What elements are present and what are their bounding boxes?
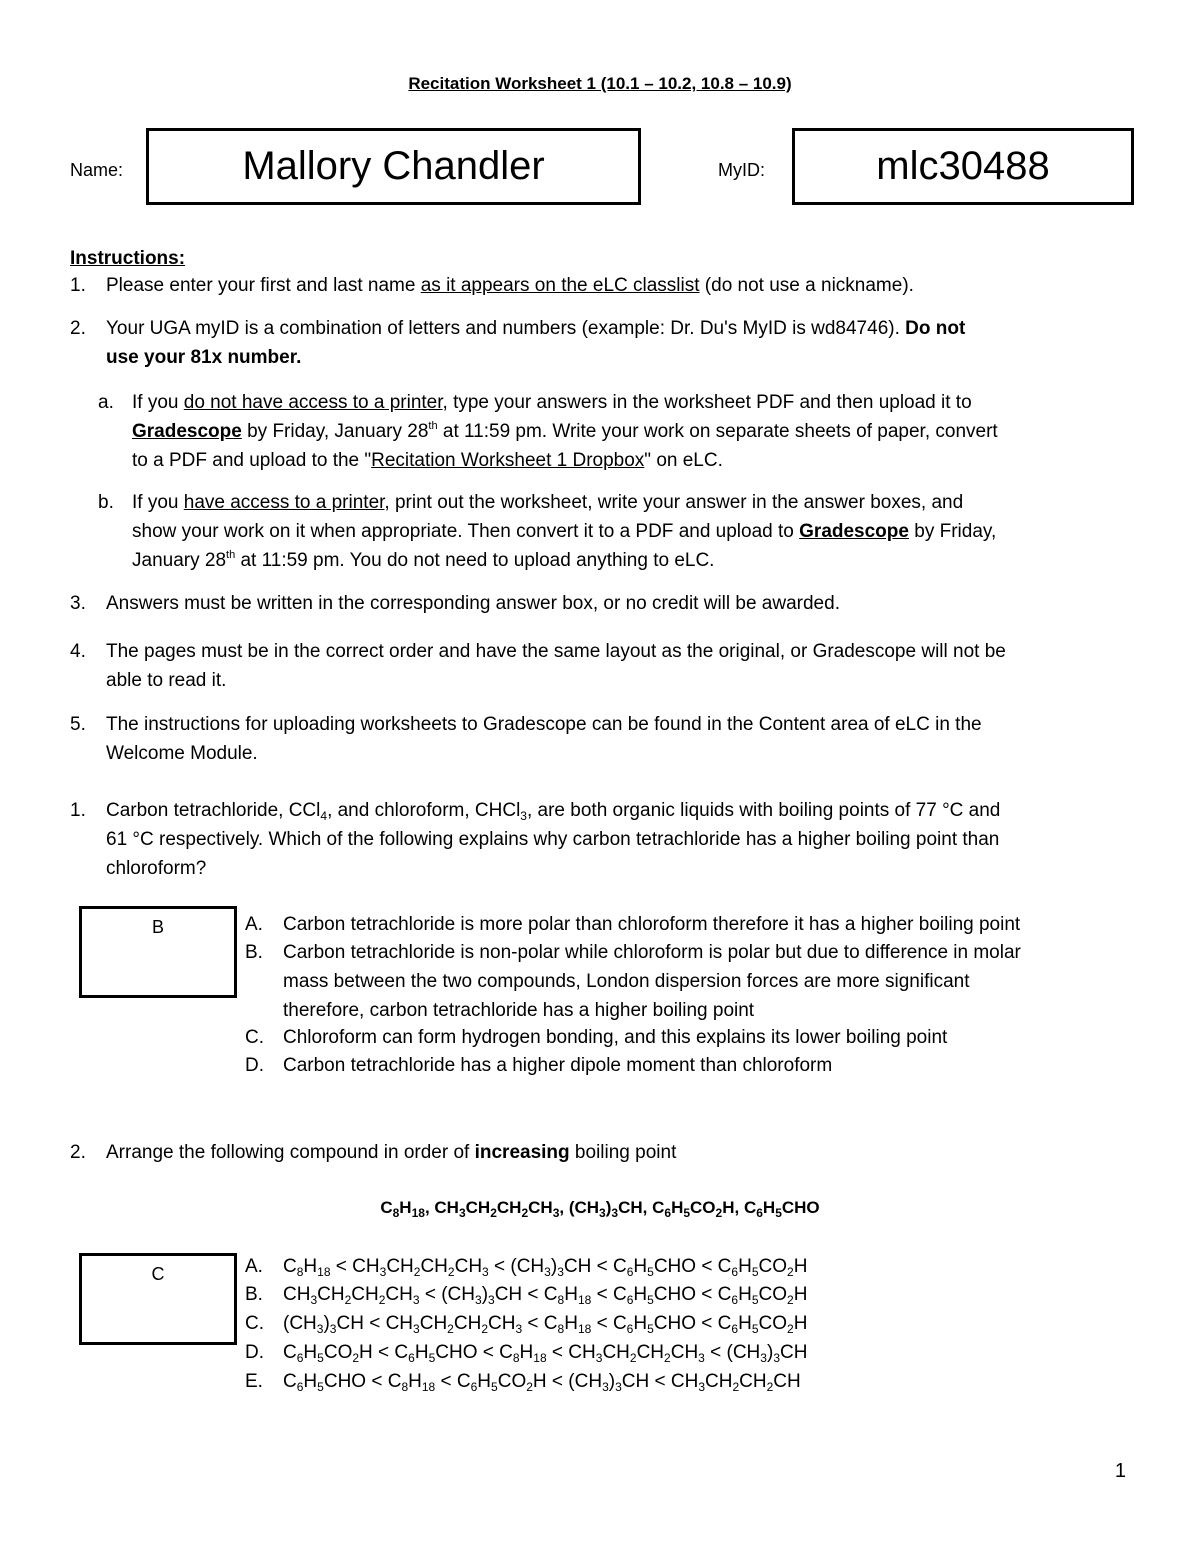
q1-answer-box[interactable]: B <box>79 906 237 998</box>
name-label: Name: <box>70 160 124 180</box>
instruction-3: 3. Answers must be written in the corresponding answer box, or no credit will be awarded. <box>70 593 840 614</box>
instruction-b: b. If you have access to a printer, print out the worksheet, write your answer in the answer boxes, and show your work on it when appropriate. Then convert it to a PDF and upload to Gradescope by Friday, January 28th at 11:59 pm. You do not need to upload anything to eLC. <box>98 492 997 571</box>
q2-options: A. $C_8H_{18} < CH_3CH_2CH_2CH_3 < (CH_3)_3CH < C_6H_5CHO < C_6H_5CO_2H$ B. $CH_3CH_2CH_2CH_3 < (CH_3)_3CH < C_8H_{18} < C_6H_5CHO < C_6H_5CO_2H$ C. $(CH_3)_3CH < CH_3CH_2CH_2CH_3 < C_8H_{18} < C_6H_5CHO < C_6H_5CO_2H$ D. $C_6H_5CO_2H < C_6H_5CHO < C_8H_{18} < CH_3CH_2CH_2CH_3 < (CH_3)_3CH$ E. $C_6H_5CHO < C_8H_{18} < C_6H_5CO_2H < (CH_3)_3CH < CH_3CH_2CH_2CH$ <box>245 1256 808 1394</box>
instruction-4: 4. The pages must be in the correct order and have the same layout as the original, or Gradescope will not be able to read it. <box>70 641 1006 691</box>
q1-options: A. Carbon tetrachloride is more polar than chloroform therefore it has a higher boiling point B. Carbon tetrachloride is non-polar while chloroform is polar but due to difference in molar mass between the two compounds, London dispersion forces are more significant therefore, carbon tetrachloride has a higher boiling point C. Chloroform can form hydrogen bonding, and this explains its lower boiling point D. Carbon tetrachloride has a higher dipole moment than chloroform <box>245 914 1021 1076</box>
compound-list: $C_8H_{18}$, $CH_3CH_2CH_2CH_3$, $(CH_3)_3CH$, $C_6H_5CO_2H$, $C_6H_5CHO$ <box>380 1198 820 1220</box>
myid-field[interactable]: mlc30488 <box>792 128 1134 205</box>
q2-answer-box[interactable]: C <box>79 1253 237 1345</box>
question-2: 2. Arrange the following compound in order of increasing boiling point <box>70 1142 677 1163</box>
instruction-1: 1. Please enter your first and last name as it appears on the eLC classlist (do not use a nickname). <box>70 275 914 296</box>
myid-label: MyID: <box>718 160 765 180</box>
instruction-2: 2. Your UGA myID is a combination of letters and numbers (example: Dr. Du's MyID is wd84746). Do not use your 81x number. <box>70 318 966 368</box>
instruction-a: a. If you do not have access to a printer, type your answers in the worksheet PDF and then upload it to Gradescope by Friday, January 28th at 11:59 pm. Write your work on separate sheets of paper, convert to a PDF and upload to the "Recitation Worksheet 1 Dropbox" on eLC. <box>98 392 998 471</box>
instruction-5: 5. The instructions for uploading worksheets to Gradescope can be found in the Content area of eLC in the Welcome Module. <box>70 714 982 764</box>
instructions-heading: Instructions: <box>70 248 186 269</box>
question-1: 1. Carbon tetrachloride, CCl$_4$, and chloroform, CHCl$_3$, are both organic liquids with boiling points of 77 °C and 61 °C respectively. Which of the following explains why carbon tetrachloride has a higher boiling point than chloroform? <box>70 800 1001 879</box>
page-number: 1 <box>1114 1460 1126 1482</box>
name-field[interactable]: Mallory Chandler <box>146 128 641 205</box>
page-title: Recitation Worksheet 1 (10.1 – 10.2, 10.8 – 10.9) <box>408 74 792 93</box>
